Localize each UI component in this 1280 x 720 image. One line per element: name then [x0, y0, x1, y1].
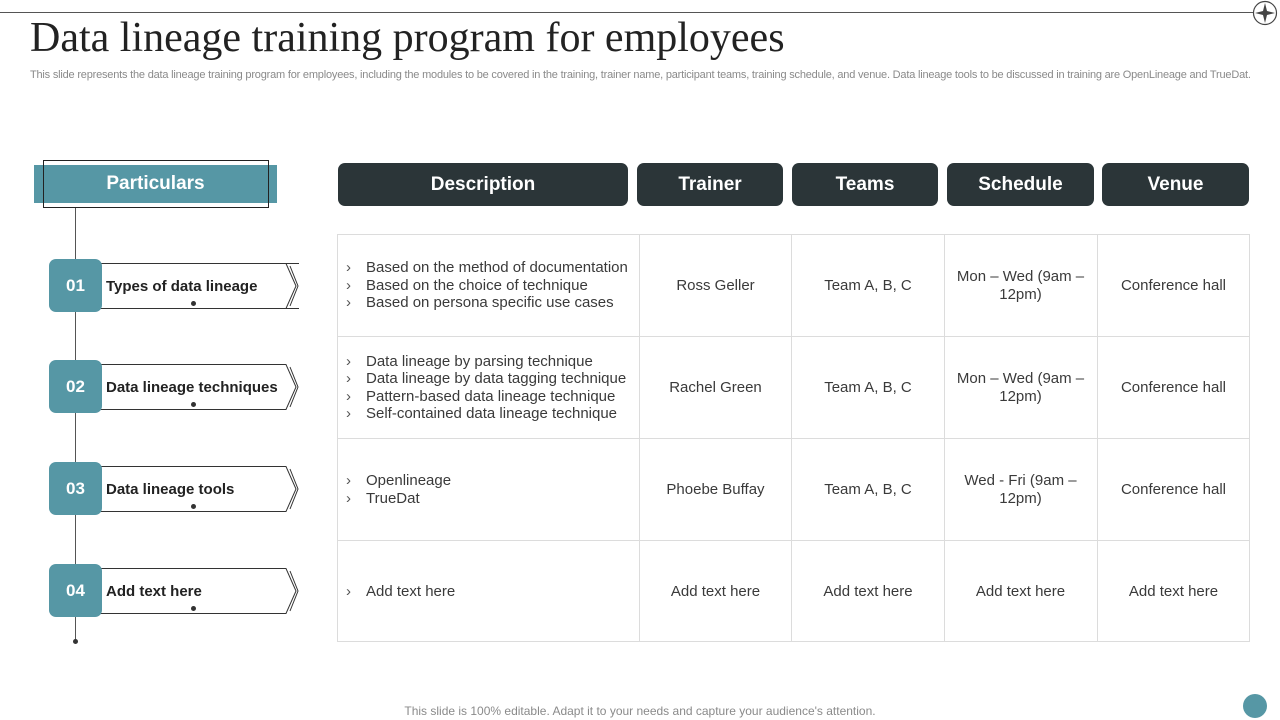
particulars-frame — [43, 160, 269, 208]
number-badge: 03 — [49, 462, 102, 515]
list-item: › Based on the choice of technique — [346, 276, 588, 294]
timeline-end-dot — [73, 639, 78, 644]
particular-label: Types of data lineage — [106, 277, 258, 295]
list-item: › Pattern-based data lineage technique — [346, 387, 616, 405]
venue-cell: Conference hall — [1120, 276, 1227, 294]
number-badge: 01 — [49, 259, 102, 312]
particular-item — [49, 259, 299, 313]
teams-cell: Team A, B, C — [824, 480, 912, 498]
schedule-cell: Wed - Fri (9am – 12pm) — [964, 471, 1077, 507]
list-item: › Openlineage — [346, 472, 452, 489]
list-item: › Data lineage by data tagging technique — [346, 370, 627, 387]
header-trainer: Trainer — [637, 163, 783, 206]
teams-cell: Team A, B, C — [824, 378, 912, 396]
slide-subtitle: This slide represents the data lineage training program for employees, including the modules to be covered in the training, trainer name, participant teams, training schedule, and venue. Data lineage tools to be discussed in training are OpenLineage and TrueDat. — [30, 69, 1251, 81]
corner-circle-icon — [1243, 694, 1267, 718]
particular-label: Data lineage tools — [106, 480, 235, 498]
chevron-right-icon: › — [346, 489, 351, 507]
top-rule — [0, 12, 1258, 13]
chevron-right-icon: › — [346, 276, 351, 294]
list-item: › Data lineage by parsing technique — [346, 352, 593, 370]
list-item: › Add text here — [346, 582, 456, 600]
header-description: Description — [338, 163, 628, 206]
teams-cell: Team A, B, C — [824, 276, 912, 294]
schedule-cell: Add text here — [975, 582, 1066, 600]
venue-cell: Conference hall — [1120, 480, 1227, 498]
chevron-right-icon: › — [346, 259, 351, 277]
particular-label: Add text here — [106, 582, 202, 600]
description-cell — [346, 235, 636, 336]
chevron-right-icon: › — [346, 387, 351, 405]
trainer-cell: Ross Geller — [676, 276, 755, 294]
header-venue: Venue — [1102, 163, 1249, 206]
particulars-header: Particulars — [34, 165, 277, 203]
four-point-star-icon — [1252, 0, 1278, 26]
teams-cell: Add text here — [823, 582, 913, 600]
header-teams: Teams — [792, 163, 938, 206]
chevron-right-icon: › — [346, 370, 351, 387]
chevron-right-icon: › — [346, 405, 351, 422]
chevron-right-icon: › — [346, 352, 351, 370]
list-item: › TrueDat — [346, 489, 420, 507]
list-item: › Self-contained data lineage technique — [346, 405, 618, 422]
trainer-cell: Add text here — [670, 582, 761, 600]
particular-item — [49, 360, 299, 414]
schedule-cell: Mon – Wed (9am – 12pm) — [956, 267, 1085, 303]
header-schedule: Schedule — [947, 163, 1094, 206]
trainer-cell: Rachel Green — [669, 378, 762, 396]
description-cell — [346, 541, 636, 642]
chevron-right-icon: › — [346, 294, 351, 312]
description-cell — [346, 439, 636, 540]
venue-cell: Conference hall — [1120, 378, 1227, 396]
venue-cell: Add text here — [1128, 582, 1219, 600]
schedule-cell: Mon – Wed (9am – 12pm) — [956, 369, 1085, 405]
number-badge: 02 — [49, 360, 102, 413]
slide-footer: This slide is 100% editable. Adapt it to your needs and capture your audience's attention. — [404, 704, 876, 718]
trainer-cell: Phoebe Buffay — [666, 480, 765, 498]
particular-item — [49, 462, 299, 516]
number-badge: 04 — [49, 564, 102, 617]
particular-item — [49, 564, 299, 618]
chevron-right-icon: › — [346, 582, 351, 600]
chevron-right-icon: › — [346, 472, 351, 489]
list-item: › Based on the method of documentation — [346, 259, 628, 277]
description-cell — [346, 337, 636, 438]
particular-label: Data lineage techniques — [106, 378, 278, 396]
list-item: › Based on persona specific use cases — [346, 294, 614, 312]
slide-title: Data lineage training program for employees — [30, 15, 785, 61]
